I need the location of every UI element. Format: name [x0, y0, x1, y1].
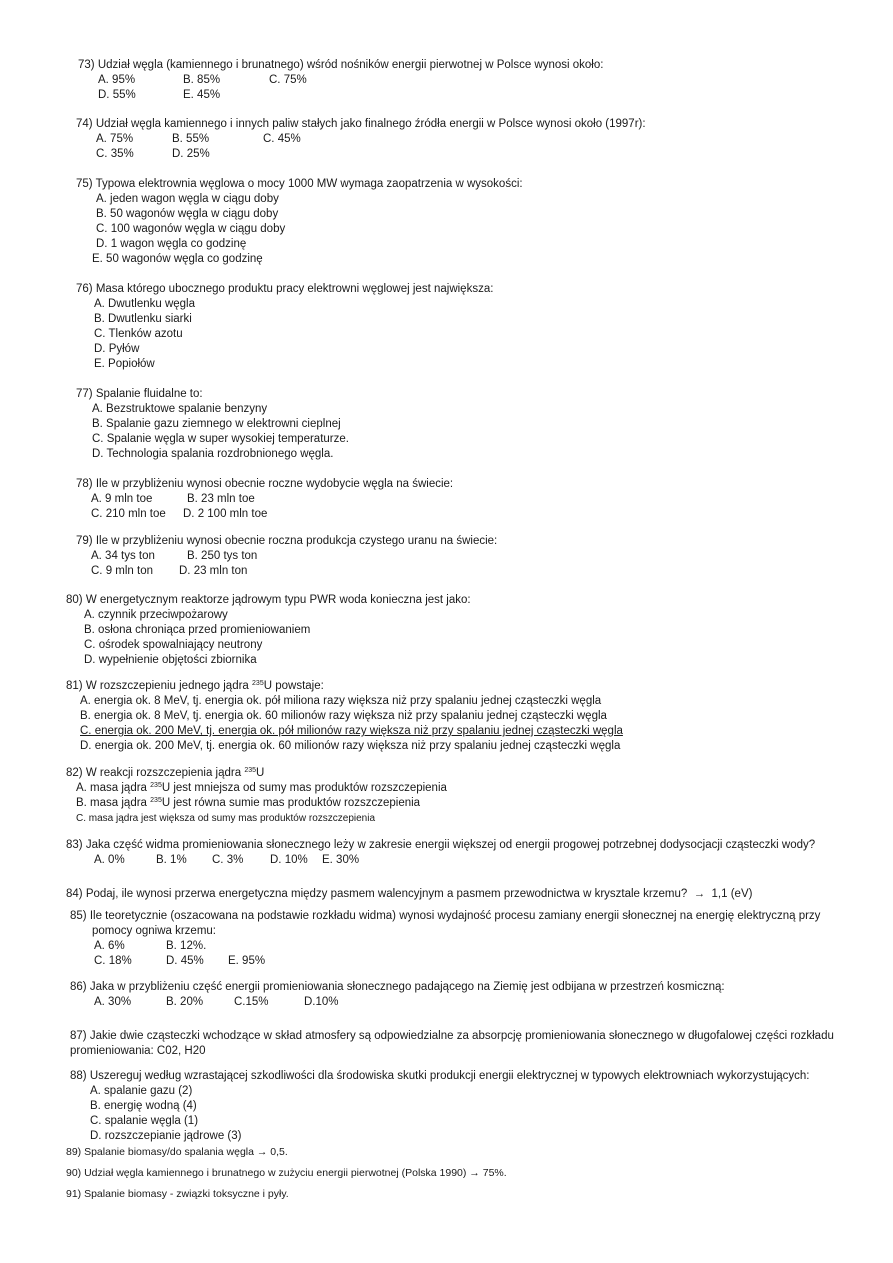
- answer-option: A. 9 mln toe: [91, 493, 153, 505]
- question-88: [70, 1069, 810, 1144]
- answer-option: C. 35%: [96, 148, 134, 160]
- answer-option: A. 6%: [94, 940, 125, 952]
- question-stem: 86) Jaka w przybliżeniu część energii promieniowania słonecznego padającego na Ziemię jest odbijana w przestrzeń kosmiczną:: [70, 981, 725, 993]
- answer-list: [70, 1084, 810, 1144]
- answer-list: [76, 192, 523, 267]
- answer-option: B. 1%: [156, 854, 187, 866]
- answer-option: A. 34 tys ton: [91, 550, 155, 562]
- answer-option: A. spalanie gazu (2): [90, 1085, 193, 1097]
- answer-option: C. 75%: [269, 74, 307, 86]
- question-76: [76, 282, 493, 372]
- question-80: [66, 593, 471, 668]
- answer-option: D. 25%: [172, 148, 210, 160]
- question-74: [76, 117, 646, 162]
- question-text: 89) Spalanie biomasy/do spalania węgla → 0,5.: [66, 1146, 288, 1158]
- answer-option: A. energia ok. 8 MeV, tj. energia ok. pół miliona razy większa niż przy spalaniu jednej cząsteczki węgla: [80, 695, 602, 707]
- arrow-right-icon: →: [693, 888, 706, 900]
- answer-option: D. 10%: [270, 854, 308, 866]
- answer-option: C. Tlenków azotu: [94, 328, 183, 340]
- answer-option: C. Spalanie węgla w super wysokiej temperaturze.: [92, 433, 349, 445]
- answer-option: C. spalanie węgla (1): [90, 1115, 199, 1127]
- answer-option: A. 0%: [94, 854, 125, 866]
- answer-option: D.10%: [304, 996, 339, 1008]
- answer-row: [76, 147, 646, 162]
- answer-list: [76, 297, 493, 372]
- answer-option: B. 12%.: [166, 940, 207, 952]
- answer-option: B. Spalanie gazu ziemnego w elektrowni cieplnej: [92, 418, 341, 430]
- answer-option: C. 210 mln toe: [91, 508, 166, 520]
- answer-option: D. 2 100 mln toe: [183, 508, 268, 520]
- answer-row: [78, 88, 603, 103]
- question-stem: 73) Udział węgla (kamiennego i brunatnego) wśród nośników energii pierwotnej w Polsce wynosi około:: [78, 59, 604, 71]
- question-90: [66, 1166, 507, 1181]
- answer-option: B. energia ok. 8 MeV, tj. energia ok. 60 milionów razy większa niż przy spalaniu jednej cząsteczki węgla: [80, 710, 607, 722]
- answer-option: C. masa jądra jest większa od sumy mas produktów rozszczepienia: [76, 813, 376, 824]
- question-stem: 76) Masa którego ubocznego produktu pracy elektrowni węglowej jest największa:: [76, 283, 494, 295]
- answer-option: B. 23 mln toe: [187, 493, 255, 505]
- question-stem: 83) Jaka część widma promieniowania słonecznego leży w zakresie energii większej od energii progowej potrzebnej dodysocjacji cząsteczki wody?: [66, 839, 816, 851]
- answer-option-underlined: C. energia ok. 200 MeV, tj. energia ok. pół milionów razy większa niż przy spalaniu jednej cząsteczki węgla: [80, 725, 623, 737]
- question-text: 90) Udział węgla kamiennego i brunatnego w zużyciu energii pierwotnej (Polska 1990) → 75%.: [66, 1167, 507, 1179]
- question-87: [70, 1029, 834, 1059]
- answer-option: D. Pyłów: [94, 343, 140, 355]
- answer-option: A. czynnik przeciwpożarowy: [84, 609, 228, 621]
- answer-row: [70, 939, 820, 954]
- question-75: [76, 177, 523, 267]
- question-stem: 81) W rozszczepieniu jednego jądra $^{235}$U powstaje:: [66, 680, 324, 692]
- answer-option: D. wypełnienie objętości zbiornika: [84, 654, 257, 666]
- question-85: [70, 909, 820, 969]
- answer-option: C. 3%: [212, 854, 244, 866]
- answer-option: D. energia ok. 200 MeV, tj. energia ok. 60 milionów razy większa niż przy spalaniu jednej cząsteczki węgla: [80, 740, 621, 752]
- question-86: [70, 980, 725, 1010]
- answer-option: A. jeden wagon węgla w ciągu doby: [96, 193, 279, 205]
- question-answer: promieniowania: C02, H20: [70, 1045, 206, 1057]
- answer-row: [76, 132, 646, 147]
- question-83: [66, 838, 815, 868]
- answer-option: C. 18%: [94, 955, 132, 967]
- answer-option: C. 45%: [263, 133, 301, 145]
- answer-option: B. energię wodną (4): [90, 1100, 197, 1112]
- question-stem: 79) Ile w przybliżeniu wynosi obecnie roczna produkcja czystego uranu na świecie:: [76, 535, 498, 547]
- answer-option: B. 20%: [166, 996, 204, 1008]
- answer-option: B. 55%: [172, 133, 210, 145]
- answer-option: E. Popiołów: [94, 358, 155, 370]
- question-78: [76, 477, 453, 522]
- answer-option: A. 95%: [98, 74, 136, 86]
- answer-row: [76, 507, 453, 522]
- answer-row: [76, 492, 453, 507]
- question-81: [66, 679, 623, 754]
- answer-option: C. 100 wagonów węgla w ciągu doby: [96, 223, 286, 235]
- answer-option: C. 9 mln ton: [91, 565, 153, 577]
- question-89: [66, 1145, 288, 1160]
- question-stem: 85) Ile teoretycznie (oszacowana na podstawie rozkładu widma) wynosi wydajność procesu zamiany energii słonecznej na energię elektryczną przy: [70, 910, 821, 922]
- answer-option: D. 1 wagon węgla co godzinę: [96, 238, 247, 250]
- answer-row: [70, 995, 725, 1010]
- answer-option: C.15%: [234, 996, 269, 1008]
- answer-option: E. 45%: [183, 89, 221, 101]
- answer-row: [76, 549, 497, 564]
- answer-option: E. 30%: [322, 854, 360, 866]
- answer-option: B. osłona chroniąca przed promieniowaniem: [84, 624, 311, 636]
- answer-row: [66, 853, 815, 868]
- answer-option: C. ośrodek spowalniający neutrony: [84, 639, 263, 651]
- question-stem: 80) W energetycznym reaktorze jądrowym typu PWR woda konieczna jest jako:: [66, 594, 471, 606]
- question-77: [76, 387, 349, 462]
- question-stem: 77) Spalanie fluidalne to:: [76, 388, 203, 400]
- answer-option: A. masa jądra $^{235}$U jest mniejsza od sumy mas produktów rozszczepienia: [76, 782, 447, 794]
- answer-option: A. Dwutlenku węgla: [94, 298, 195, 310]
- question-stem: 78) Ile w przybliżeniu wynosi obecnie roczne wydobycie węgla na świecie:: [76, 478, 454, 490]
- answer-option: D. 23 mln ton: [179, 565, 248, 577]
- answer-list: [66, 694, 623, 754]
- answer-list: [66, 781, 447, 826]
- answer-option: B. 50 wagonów węgla w ciągu doby: [96, 208, 279, 220]
- answer-row: [78, 73, 603, 88]
- answer-option: A. 75%: [96, 133, 134, 145]
- answer-option: B. Dwutlenku siarki: [94, 313, 192, 325]
- question-84: [66, 887, 752, 902]
- answer-option: D. Technologia spalania rozdrobnionego węgla.: [92, 448, 334, 460]
- question-text: 91) Spalanie biomasy - związki toksyczne i pyły.: [66, 1188, 289, 1200]
- answer-option: B. masa jądra $^{235}$U jest równa sumie mas produktów rozszczepienia: [76, 797, 421, 809]
- question-82: [66, 766, 447, 826]
- question-stem-cont: pomocy ogniwa krzemu:: [92, 925, 216, 937]
- question-79: [76, 534, 497, 579]
- answer-option: E. 95%: [228, 955, 266, 967]
- answer-row: [70, 954, 820, 969]
- answer-option: D. rozszczepianie jądrowe (3): [90, 1130, 242, 1142]
- question-91: [66, 1187, 289, 1202]
- answer-row: [76, 564, 497, 579]
- answer-list: [66, 608, 471, 668]
- question-stem: 82) W reakcji rozszczepienia jądra $^{235}$U: [66, 767, 265, 779]
- answer-option: E. 50 wagonów węgla co godzinę: [92, 253, 263, 265]
- answer-option: A. 30%: [94, 996, 132, 1008]
- question-stem: 87) Jakie dwie cząsteczki wchodzące w skład atmosfery są odpowiedzialne za absorpcję promieniowania słonecznego w długofalowej części rozkładu: [70, 1030, 834, 1042]
- question-73: [78, 58, 603, 103]
- answer-option: D. 45%: [166, 955, 204, 967]
- question-stem: 88) Uszereguj według wzrastającej szkodliwości dla środowiska skutki produkcji energii elektrycznej w typowych elektrowniach wykorzystujących:: [70, 1070, 810, 1082]
- question-stem: 84) Podaj, ile wynosi przerwa energetyczna między pasmem walencyjnym a pasmem przewodnictwa w krysztale krzemu? → 1,1 (eV): [66, 888, 753, 900]
- answer-option: A. Bezstruktowe spalanie benzyny: [92, 403, 268, 415]
- answer-list: [76, 402, 349, 462]
- question-stem: 75) Typowa elektrownia węglowa o mocy 1000 MW wymaga zaopatrzenia w wysokości:: [76, 178, 523, 190]
- answer-option: B. 85%: [183, 74, 221, 86]
- answer-value: 1,1 (eV): [711, 888, 753, 900]
- answer-option: B. 250 tys ton: [187, 550, 258, 562]
- answer-option: D. 55%: [98, 89, 136, 101]
- question-stem: 74) Udział węgla kamiennego i innych paliw stałych jako finalnego źródła energii w Polsce wynosi około (1997r):: [76, 118, 646, 130]
